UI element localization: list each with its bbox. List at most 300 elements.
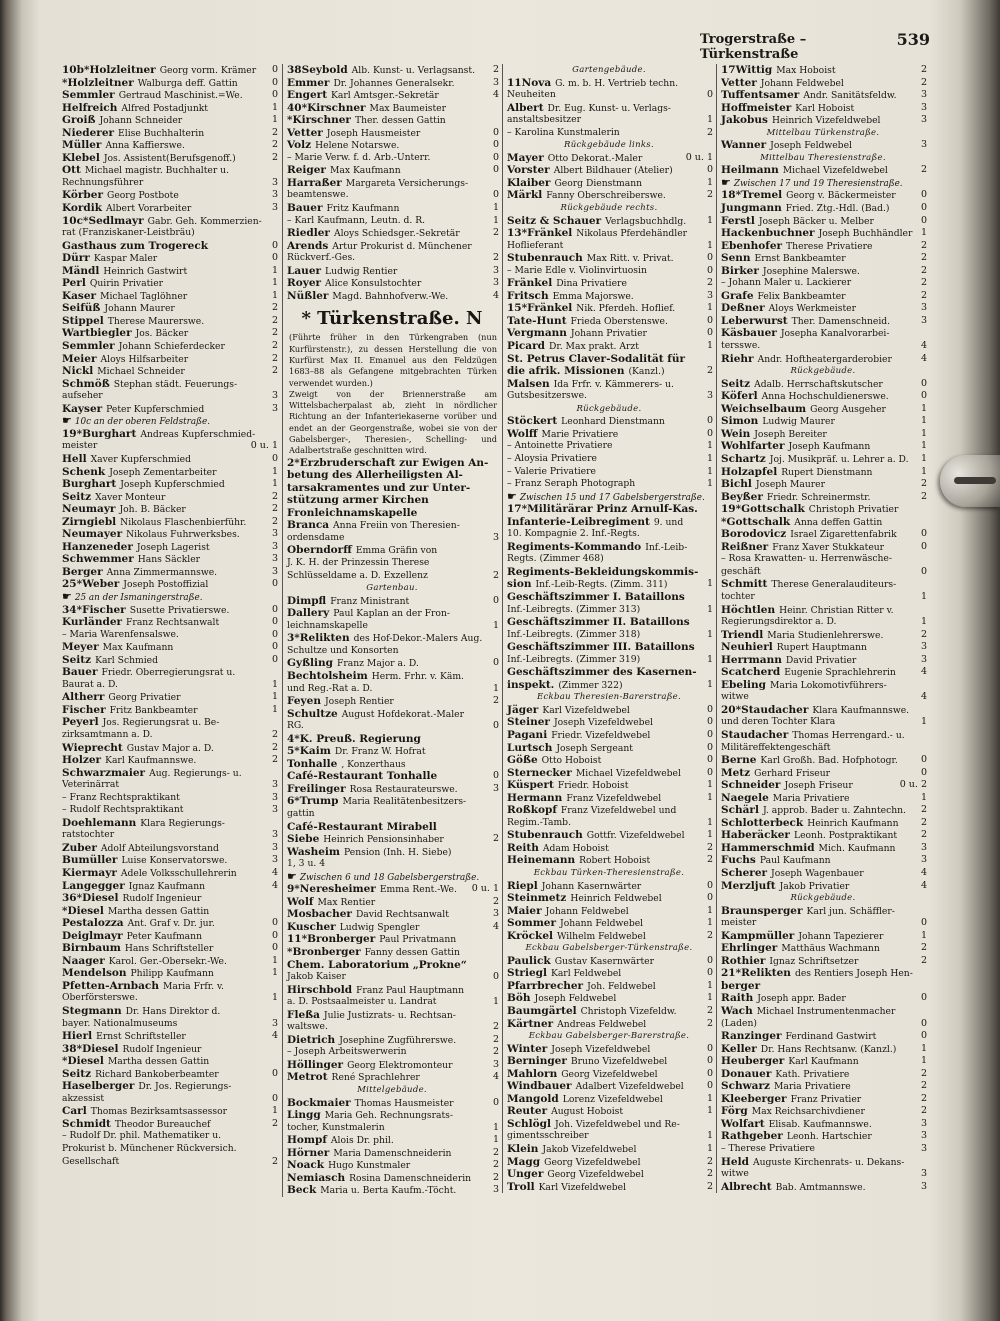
entry-name: Steiner (507, 716, 550, 729)
floor-number: 1 (920, 402, 927, 414)
floor-number: 3 (920, 89, 927, 101)
house-number: 10c* (62, 214, 89, 227)
directory-entry (717, 566, 929, 579)
floor-number: 3 (271, 791, 278, 803)
floor-number: 0 (706, 164, 713, 176)
floor-number: 3 (271, 553, 278, 565)
floor-number: 0 u. 1 (471, 883, 499, 895)
directory-entry (58, 1005, 280, 1018)
entry-details: Joseph Feldwebel (770, 140, 852, 152)
floor-number: 0 (706, 264, 713, 276)
floor-number: 2 (920, 64, 927, 75)
entry-details: Joseph Feldwebel (534, 993, 617, 1005)
house-number: * (287, 945, 293, 958)
floor-number: 1 (706, 791, 713, 803)
entry-details: beamtenswe. (287, 189, 349, 201)
floor-number: 3 (492, 277, 499, 289)
floor-number: 2 (706, 929, 713, 941)
entry-name: Hanzeneder (62, 540, 133, 553)
entry-name: Tate-Hunt (507, 314, 567, 327)
entry-details: witwe (721, 1168, 749, 1180)
entry-details: Heinrich Kaufmann (807, 817, 899, 829)
entry-name: Klebel (62, 151, 100, 164)
directory-entry (283, 240, 501, 253)
entry-details: Franz Major a. D. (337, 658, 419, 670)
entry-details: Dr. Eug. Kunst- u. Verlags- (547, 102, 671, 114)
entry-details: Rückverf.-Ges. (287, 252, 356, 264)
directory-entry (503, 1168, 715, 1181)
street-heading: * Türkenstraße. N (301, 308, 483, 330)
floor-number: 3 (920, 101, 927, 113)
entry-name: Pfarrbrecher (507, 979, 584, 992)
directory-entry (283, 695, 501, 708)
entry-details: Xaver Monteur (95, 491, 166, 503)
entry-details: Hugo Kunstmaler (328, 1160, 411, 1172)
entry-details: Ant. Graf v. Dr. jur. (127, 918, 215, 930)
entry-details: Joseph Bereiter (754, 428, 827, 440)
entry-details: Alb. Kunst- u. Verlagsanst. (351, 65, 476, 76)
entry-name: Trump (299, 795, 339, 808)
directory-entry (283, 908, 501, 921)
directory-entry (717, 1068, 929, 1081)
building-subheading: Mittelgebäude. (357, 1085, 427, 1095)
entry-details: Georg Elektromonteur (347, 1059, 453, 1071)
directory-entry (717, 930, 929, 943)
entry-name: Weber (82, 578, 120, 591)
entry-name: Bechtolsheim (287, 669, 368, 682)
entry-name: Bronberger (307, 933, 376, 946)
directory-entry (503, 177, 715, 190)
entry-name: Reißner (721, 540, 769, 553)
floor-number: 1 (271, 264, 278, 276)
entry-name: Holzapfel (721, 465, 778, 478)
directory-entry (717, 629, 929, 642)
entry-name: Seybold (301, 64, 348, 76)
directory-entry (717, 453, 929, 466)
floor-number: 1 (271, 992, 278, 1004)
cross-street-text: 10c an der oberen Feldstraße. (74, 417, 210, 428)
entry-details: Karl Schmied (95, 654, 158, 666)
entry-name: Fritsch (507, 289, 549, 302)
entry-details: Dr. Hans Direktor d. (125, 1006, 221, 1018)
entry-name: Neresheimer (299, 883, 376, 896)
floor-number: 1 (920, 1042, 927, 1054)
directory-entry (58, 440, 280, 453)
directory-entry (283, 670, 501, 683)
floor-number: 1 (920, 452, 927, 464)
building-subheading: Eckbau Gabelsberger-Türkenstraße. (525, 943, 693, 954)
directory-entry (717, 390, 929, 403)
directory-entry (58, 792, 280, 805)
directory-entry (717, 528, 929, 541)
entry-name: Berninger (507, 1055, 567, 1068)
entry-name: Tonhalle (287, 757, 338, 770)
entry-details: Max Hoboist (776, 65, 836, 76)
entry-details: Maria Lokomotivführers- (769, 679, 887, 691)
entry-details: Andr. Hoftheatergarderobier (757, 353, 892, 365)
directory-entry (503, 566, 715, 579)
entry-details: Georg Ausgeher (810, 403, 886, 415)
entry-name: K. Preuß. Regierung (299, 732, 421, 745)
floor-number: 2 (492, 1171, 499, 1183)
directory-entry (283, 858, 501, 871)
floor-number: 1 (706, 176, 713, 188)
directory-entry (717, 854, 929, 867)
directory-entry (58, 1043, 280, 1056)
floor-number: 2 (271, 327, 278, 339)
directory-entry (503, 754, 715, 767)
directory-entry (58, 202, 280, 215)
entry-name: Birker (721, 264, 759, 277)
entry-name: Emmer (287, 76, 330, 89)
entry-details: Karl jun. Schäffler- (806, 905, 895, 917)
directory-entry (717, 716, 929, 729)
directory-entry (717, 1168, 929, 1181)
directory-entry (717, 503, 929, 516)
entry-details: witwe (721, 691, 749, 703)
directory-entry (58, 980, 280, 993)
entry-details: bayer. Nationalmuseums (62, 1017, 178, 1029)
directory-entry (717, 817, 929, 830)
directory-entry (717, 591, 929, 604)
directory-entry (503, 892, 715, 905)
entry-details: Joseph Kupferschmied (120, 479, 225, 491)
directory-entry (58, 240, 280, 253)
entry-name: Café-Restaurant Tonhalle (287, 770, 438, 783)
house-number: * (721, 515, 727, 528)
directory-entry (58, 629, 280, 642)
directory-entry (283, 921, 501, 934)
directory-entry (58, 478, 280, 491)
directory-entry (58, 64, 280, 77)
floor-number: 3 (920, 114, 927, 126)
entry-name: Feyen (287, 695, 321, 708)
directory-entry (58, 654, 280, 667)
entry-details: Dr. Max prakt. Arzt (548, 341, 639, 353)
entry-details: J. approb. Bader u. Zahntechn. (762, 805, 906, 817)
directory-entry (58, 265, 280, 278)
entry-details: des Hof-Dekor.-Malers Aug. (353, 633, 483, 645)
directory-entry (717, 290, 929, 303)
directory-entry (283, 507, 501, 520)
floor-number: 2 (920, 816, 927, 828)
floor-number: 3 (706, 289, 713, 301)
entry-name: Borodovicz (721, 528, 787, 541)
directory-entry (503, 77, 715, 90)
floor-number: 3 (271, 1017, 278, 1029)
entry-details: Hoflieferant (507, 239, 564, 251)
directory-entry (503, 553, 715, 566)
entry-name: Troll (507, 1180, 535, 1193)
floor-number: 0 (271, 641, 278, 653)
entry-name: Volz (287, 139, 312, 152)
floor-number: 2 (492, 1046, 499, 1058)
entry-details: Johann Schneider (99, 115, 183, 127)
entry-details: David Rechtsanwalt (355, 909, 449, 921)
floor-number: 0 (492, 720, 499, 732)
entry-name: Wein (721, 427, 751, 440)
floor-number: 2 (920, 954, 927, 966)
floor-number: 4 (920, 867, 927, 878)
house-number: 20* (721, 703, 742, 716)
entry-name: Geschäftszimmer I. Bataillons (507, 590, 685, 603)
entry-name: Simon (721, 415, 759, 428)
entry-details: – Marie Verw. f. d. Arb.-Unterr. (287, 151, 431, 163)
entry-details: Johann Schieferdecker (118, 341, 225, 353)
directory-entry (58, 992, 280, 1005)
directory-entry (283, 1097, 501, 1110)
entry-name: Triendl (721, 628, 764, 641)
entry-details: Dr. Johannes Generalsekr. (333, 77, 455, 89)
entry-details: Max Ritt. v. Privat. (586, 253, 674, 265)
floor-number: 2 (920, 1067, 927, 1079)
directory-entry (717, 867, 929, 880)
entry-name: Stegmann (62, 1005, 122, 1018)
directory-entry (503, 616, 715, 629)
directory-entry (717, 779, 929, 792)
floor-number: 0 (271, 239, 278, 251)
floor-number: 0 (706, 879, 713, 891)
entry-name: Regiments-Kommando (507, 540, 642, 553)
directory-entry (503, 127, 715, 140)
entry-details: tochter (721, 590, 755, 602)
floor-number: 2 (706, 1168, 713, 1180)
floor-number: 1 (706, 992, 713, 1004)
entry-details: a. D. Postsaalmeister u. Landrat (287, 996, 437, 1008)
entry-details: , Konzerthaus (341, 758, 406, 770)
directory-entry (717, 541, 929, 554)
directory-entry (503, 1018, 715, 1031)
entry-name: Merzljuft (721, 879, 776, 892)
house-number: 17* (507, 503, 528, 516)
directory-entry (283, 933, 501, 946)
floor-number: 1 (492, 1134, 499, 1146)
directory-entry (58, 1130, 280, 1143)
entry-details: Paul Privatmann (379, 934, 457, 946)
directory-entry (717, 378, 929, 391)
entry-details: Michael Vizefeldwebel (782, 165, 888, 177)
entry-name: Chem. Laboratorium „Prokne“ (287, 958, 467, 971)
directory-entry (58, 804, 280, 817)
directory-entry (717, 704, 929, 717)
directory-entry (503, 466, 715, 479)
directory-entry (503, 666, 715, 679)
directory-entry (503, 1093, 715, 1106)
directory-entry (283, 469, 501, 482)
entry-name: Heinemann (507, 854, 576, 867)
entry-details: Anna Zimmermannswe. (106, 566, 218, 578)
entry-details: 10. Kompagnie 2. Inf.-Regts. (507, 528, 640, 540)
entry-name: Mayer (507, 151, 544, 164)
entry-details: Ernst Schriftsteller (96, 1031, 186, 1043)
entry-name: Förg (721, 1105, 748, 1118)
floor-number: 1 (706, 239, 713, 251)
floor-number: 0 (492, 594, 499, 606)
directory-entry (58, 867, 280, 880)
entry-name: Nemiasch (287, 1171, 346, 1184)
entry-details: Margareta Versicherungs- (345, 177, 469, 189)
entry-details: Alois Dr. phil. (330, 1135, 394, 1147)
directory-entry (58, 215, 280, 228)
entry-name: Washeim (287, 845, 341, 858)
entry-name: Kirschner (307, 101, 366, 114)
directory-entry (717, 77, 929, 90)
entry-name: Peyerl (62, 716, 99, 729)
floor-number: 2 (271, 754, 278, 766)
entry-name: Schärl (721, 804, 759, 817)
entry-details: Robert Hoboist (579, 855, 651, 867)
floor-number: 1 (271, 101, 278, 113)
directory-entry (58, 1118, 280, 1131)
directory-entry (717, 403, 929, 416)
entry-details: Otto Dekorat.-Maler (547, 152, 643, 164)
entry-details: Aloys Hilfsarbeiter (100, 353, 189, 365)
pointing-hand-icon: ☛ (62, 589, 72, 603)
directory-entry (717, 880, 929, 893)
directory-entry (283, 114, 501, 127)
entry-details: Klara Regierungs- (140, 817, 225, 829)
entry-details: Karl Kaufmann (788, 1056, 859, 1068)
directory-entry (58, 1156, 280, 1169)
directory-entry (283, 457, 501, 470)
entry-details: Joh. B. Bäcker (119, 504, 186, 516)
entry-name: Erzbruderschaft zur Ewigen An- (299, 456, 489, 469)
entry-name: Mosbacher (287, 908, 352, 921)
entry-name: Freilinger (287, 782, 346, 795)
floor-number: 0 u. 1 (250, 440, 278, 452)
entry-details: Karl Vizefeldwebel (542, 704, 630, 716)
directory-entry (283, 1034, 501, 1047)
entry-details: Joseph Wagenbauer (771, 868, 864, 879)
entry-details: Joseph Vizefeldwebel (553, 717, 653, 729)
entry-details: Baurat a. D. (62, 678, 118, 690)
directory-entry (283, 758, 501, 771)
entry-details: Alice Konsulstochter (325, 278, 422, 290)
entry-details: Regim.-Tamb. (507, 816, 571, 828)
floor-number: 2 (920, 239, 927, 251)
directory-entry (717, 553, 929, 566)
entry-name: Beck (287, 1184, 317, 1197)
entry-details: Nikolaus Fuhrwerksbes. (126, 529, 240, 541)
floor-number: 0 (706, 89, 713, 101)
entry-name: Schenk (62, 465, 106, 478)
entry-details: Verlagsbuchhdlg. (605, 215, 687, 227)
entry-name: Groiß (62, 114, 96, 127)
directory-entry (717, 967, 929, 980)
entry-name: Deßner (721, 302, 765, 315)
entry-name: Mangold (507, 1092, 559, 1105)
floor-number: 0 (706, 892, 713, 904)
directory-entry (58, 102, 280, 115)
entry-details: Aloys Werkmeister (768, 303, 856, 315)
house-number: 38* (62, 1042, 83, 1055)
directory-entry (283, 745, 501, 758)
house-number: 5* (287, 745, 300, 758)
entry-name: Riehr (721, 352, 754, 365)
floor-number: 0 (706, 766, 713, 778)
floor-number: 1 (920, 465, 927, 477)
directory-entry (58, 353, 280, 366)
entry-details: Max Kaufmann (102, 642, 174, 654)
floor-number: 2 (271, 139, 278, 151)
floor-number: 2 (271, 1117, 278, 1129)
floor-number: 2 (271, 302, 278, 314)
entry-details: Fanny dessen Gattin (364, 946, 460, 958)
entry-details: Regierungsdirektor a. D. (721, 616, 837, 628)
floor-number: 1 (706, 478, 713, 490)
floor-number: 1 (706, 678, 713, 690)
floor-number: 0 (492, 126, 499, 138)
entry-details: René Sprachlehrer (331, 1072, 420, 1084)
floor-number: 0 (706, 1067, 713, 1079)
building-subheading: Eckbau Türken-Theresienstraße. (533, 868, 685, 878)
floor-number: 0 (271, 252, 278, 264)
directory-entry (283, 139, 501, 152)
directory-entry (503, 89, 715, 102)
floor-number: 0 (271, 578, 278, 590)
floor-number: 0 u. 1 (685, 151, 713, 163)
directory-entry (717, 1093, 929, 1106)
floor-number: 0 (271, 452, 278, 464)
entry-details: Rosina Damenschneiderin (349, 1172, 472, 1184)
entry-details: Ignaz Kaufmann (128, 880, 206, 892)
floor-number: 2 (271, 314, 278, 326)
floor-number: 0 (706, 728, 713, 740)
entry-details: und Reg.-Rat a. D. (287, 682, 373, 694)
floor-number: 1 (706, 114, 713, 126)
entry-details: Kath. Privatiere (775, 1068, 850, 1080)
entry-name: Böh (507, 992, 531, 1005)
entry-details: Thomas Hausmeister (354, 1097, 454, 1109)
floor-number: 1 (271, 703, 278, 715)
entry-details: Inf.-Leibregts. (Zimmer 319) (507, 653, 641, 665)
entry-name: Staudacher (741, 703, 809, 716)
entry-details: Georg vorm. Krämer (159, 65, 257, 76)
directory-entry (717, 792, 929, 805)
floor-number: 0 (271, 64, 278, 75)
entry-name: Müller (62, 139, 102, 152)
directory-entry (717, 578, 929, 591)
directory-entry (503, 980, 715, 993)
entry-name: Dimpfl (287, 594, 327, 607)
house-number: * (62, 904, 68, 917)
floor-number: 3 (920, 641, 927, 653)
floor-number: 0 (271, 628, 278, 640)
entry-name: Sommer (507, 917, 557, 930)
entry-name: Relikten (299, 632, 350, 645)
entry-details: Walburga deff. Gattin (137, 77, 238, 89)
directory-entry (717, 327, 929, 340)
entry-details: Maria Geh. Rechnungsrats- (324, 1110, 453, 1122)
entry-details: Georg Privatier (108, 692, 181, 704)
entry-name: Magg (507, 1155, 541, 1168)
entry-name: Nickl (62, 365, 94, 378)
entry-details: Auguste Kirchenrats- u. Dekans- (752, 1156, 905, 1168)
floor-number: 0 (920, 540, 927, 552)
floor-number: 1 (920, 1055, 927, 1067)
entry-name: Bauer (62, 666, 98, 679)
entry-details: ratstochter (62, 829, 115, 841)
entry-details: Theodor Bureauchef (114, 1118, 211, 1130)
floor-number: 2 (920, 264, 927, 276)
entry-name: Wolff (507, 427, 538, 440)
directory-entry (283, 733, 501, 746)
floor-number: 1 (706, 578, 713, 590)
floor-number: 0 (706, 1042, 713, 1054)
directory-entry (58, 327, 280, 340)
entry-details: Therese Privatiere (786, 240, 873, 252)
entry-name: Leberwurst (721, 314, 788, 327)
